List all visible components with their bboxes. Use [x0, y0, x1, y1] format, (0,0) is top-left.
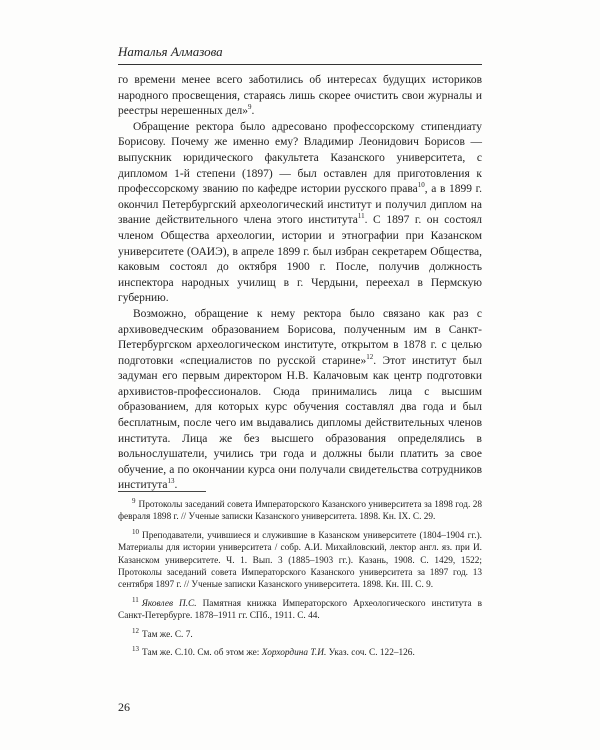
footnotes [118, 496, 483, 665]
footnote-12: $^{12}$ Там же. С. 7. [132, 626, 193, 640]
main-text [118, 73, 482, 494]
footnote-ref: 12 [366, 352, 374, 361]
italic-author: Яковлев П.С. [141, 598, 197, 609]
footnote-rule [118, 491, 206, 492]
footnote-10: $^{10}$ Преподаватели, учившиеся и служившие в Казанском университете (1804–1904 гг.). Материалы для истории университета / собр. А.И. Михайловский, лектор англ. яз. при И. Казанском университете. Ч. 1. Вып. 3 (1885–1903 гг.). Казань, 1908. С. 1429, 1522; Протоколы заседаний совета Императорского Казанского университета за 1897 год. 13 сентября 1897 г. // Ученые записки Казанского университета. 1898. Кн. III. С. 9. [118, 527, 482, 591]
footnote-13: $^{13}$ Там же. С.10. См. об этом же: Хорхордина Т.И. Указ. соч. С. 122–126. [132, 644, 415, 659]
paragraph-borisov: Обращение ректора было адресовано профессорскому стипендиату Борисову. Почему же именно ему? Владимир Леонидович Борисов — выпускник юридического факультета Казанского университета, с дипломом 1-й степени (1897) — был оставлен для приготовления к профессорскому званию по кафедре истории русского права$^{10}$, а в 1899 г. окончил Петербургский археологический институт и получил диплом на звание действительного члена этого института$^{11}$. С 1897 г. он состоял членом Общества археологии, истории и этнографии при Казанском университете (ОАИЭ), в апреле 1899 г. был избран секретарем Общества, каковым состоял до октября 1900 г. После, получив должность инспектора народных училищ в г. Чердыни, переехал в Пермскую губернию. [118, 120, 482, 305]
header-rule [118, 64, 482, 65]
paragraph-archaeological-institute: Возможно, обращение к нему ректора было связано как раз с архивоведческим образованием Борисова, полученным им в Санкт-Петербургском археологическом институте, открытом в 1878 г. с целью подготовки «специалистов по русской старине»$^{12}$. Этот институт был задуман его первым директором Н.В. Калачовым как центр подготовки архивистов-профессионалов. Сюда принимались лица с высшим образованием, для которых курс обучения составлял два года и был бесплатным, после чего им выдавались дипломы действительных членов института. Лица же без высшего образования определялись в вольнослушатели, учились три года и должны были платить за свое обучение, а по окончании курса они получали свидетельства сотрудников института$^{13}$. [118, 307, 482, 492]
footnote-11: $^{11}$ Яковлев П.С. Памятная книжка Императорского Археологического института в Санкт-Петербурге. 1878–1911 гг. СПб., 1911. С. 44. [118, 595, 483, 622]
running-header-author: Наталья Алмазова [118, 44, 223, 59]
footnote-ref: 10 [417, 181, 425, 190]
footnote-ref: 11 [357, 212, 365, 221]
footnote-ref: 13 [167, 477, 175, 486]
page-number: 26 [118, 700, 130, 714]
paragraph-continuation: го времени менее всего заботились об интересах будущих историков народного просвещения, стараясь лишь скорее очистить свои журналы и реестры нерешенных дел»$^9$. [118, 74, 482, 118]
italic-author: Хорхордина Т.И. [261, 648, 327, 659]
footnote-9: $^9$ Протоколы заседаний совета Императорского Казанского университета за 1898 год. 28 февраля 1898 г. // Ученые записки Казанского университета. 1898. Кн. IX. С. 29. [118, 496, 482, 523]
footnote-ref: 9 [248, 103, 252, 112]
